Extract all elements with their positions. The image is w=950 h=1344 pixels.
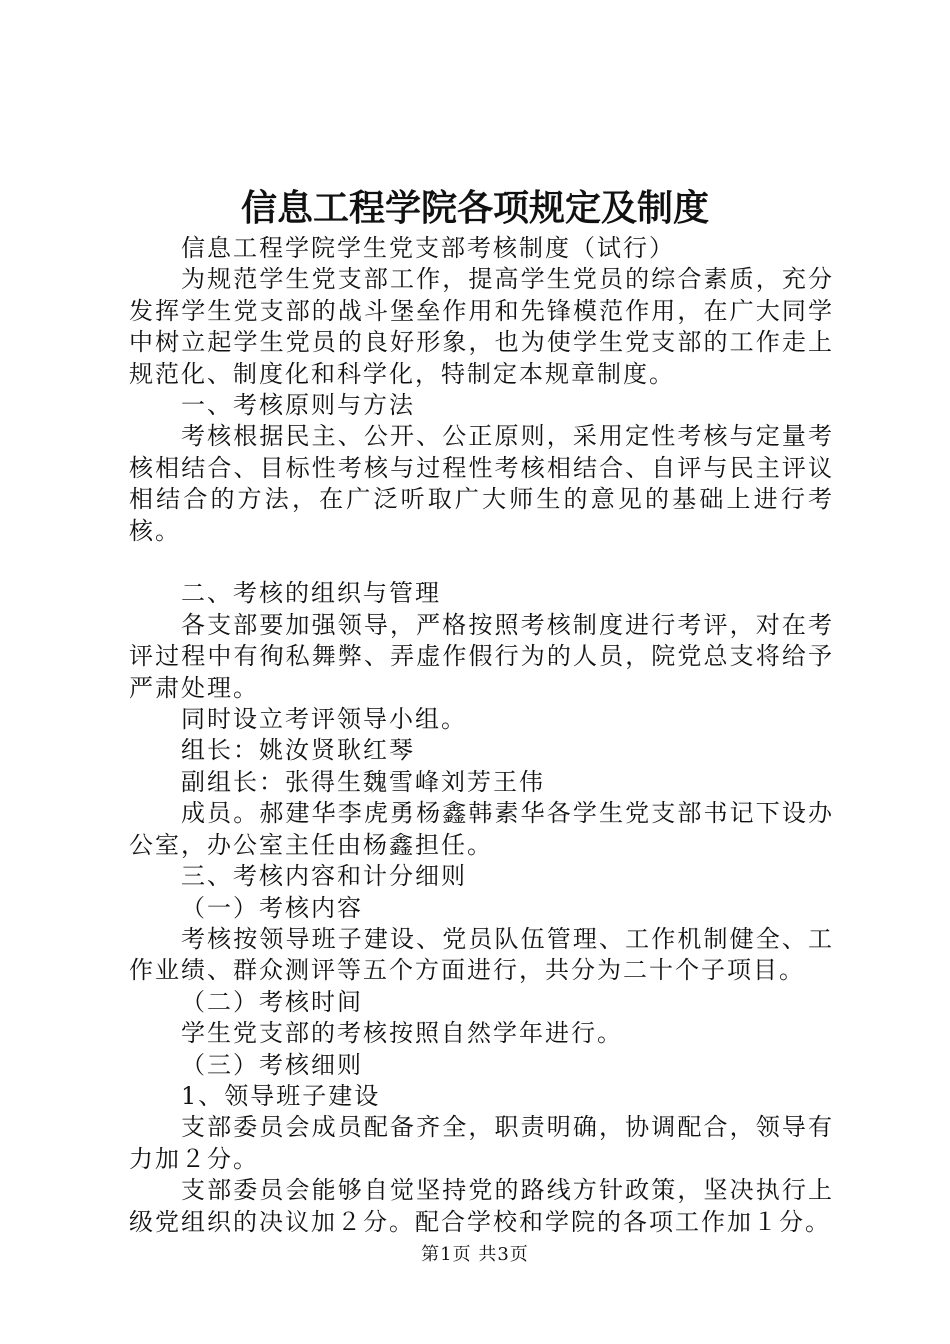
body-paragraph: 成员。郝建华李虎勇杨鑫韩素华各学生党支部书记下设办公室，办公室主任由杨鑫担任。 [129,799,834,859]
section-heading: 一、考核原则与方法 [181,391,415,420]
document-title: 信息工程学院各项规定及制度 [240,187,709,229]
blank-line [129,547,834,578]
document-body [129,233,834,1238]
page-footer: 第1页 共3页 [421,1244,529,1265]
body-paragraph: 为规范学生党支部工作，提高学生党员的综合素质，充分发挥学生党支部的战斗堡垒作用和先锋模范作用，在广大同学中树立起学生党员的良好形象，也为使学生党支部的工作走上规范化、制度化和科学化，特制定本规章制度。 [129,265,834,388]
subsection-heading: （二）考核时间 [181,987,363,1016]
section-heading: 三、考核内容和计分细则 [181,862,467,891]
body-paragraph: 各支部要加强领导，严格按照考核制度进行考评，对在考评过程中有徇私舞弊、弄虚作假行为的人员，院党总支将给予严肃处理。 [129,610,834,702]
subsection-heading: （一）考核内容 [181,893,363,922]
body-paragraph: 同时设立考评领导小组。 [181,705,467,734]
body-paragraph: 考核按领导班子建设、党员队伍管理、工作机制健全、工作业绩、群众测评等五个方面进行，共分为二十个子项目。 [129,924,834,985]
subsection-heading: （三）考核细则 [181,1050,363,1079]
body-paragraph: 支部委员会成员配备齐全，职责明确，协调配合，领导有力加２分。 [129,1113,834,1173]
body-paragraph: 学生党支部的考核按照自然学年进行。 [181,1019,623,1048]
body-paragraph: 支部委员会能够自觉坚持党的路线方针政策，坚决执行上级党组织的决议加２分。配合学校和学院的各项工作加１分。 [129,1176,834,1236]
body-paragraph: 副组长：张得生魏雪峰刘芳王伟 [181,767,545,796]
section-heading: 二、考核的组织与管理 [181,579,441,608]
subtitle-paragraph: 信息工程学院学生党支部考核制度（试行） [181,234,675,262]
body-paragraph: 考核根据民主、公开、公正原则，采用定性考核与定量考核相结合、目标性考核与过程性考核相结合、自评与民主评议相结合的方法，在广泛听取广大师生的意见的基础上进行考核。 [129,422,834,545]
item-heading: 1、领导班子建设 [181,1081,381,1110]
body-paragraph: 组长：姚汝贤耿红琴 [181,736,415,765]
